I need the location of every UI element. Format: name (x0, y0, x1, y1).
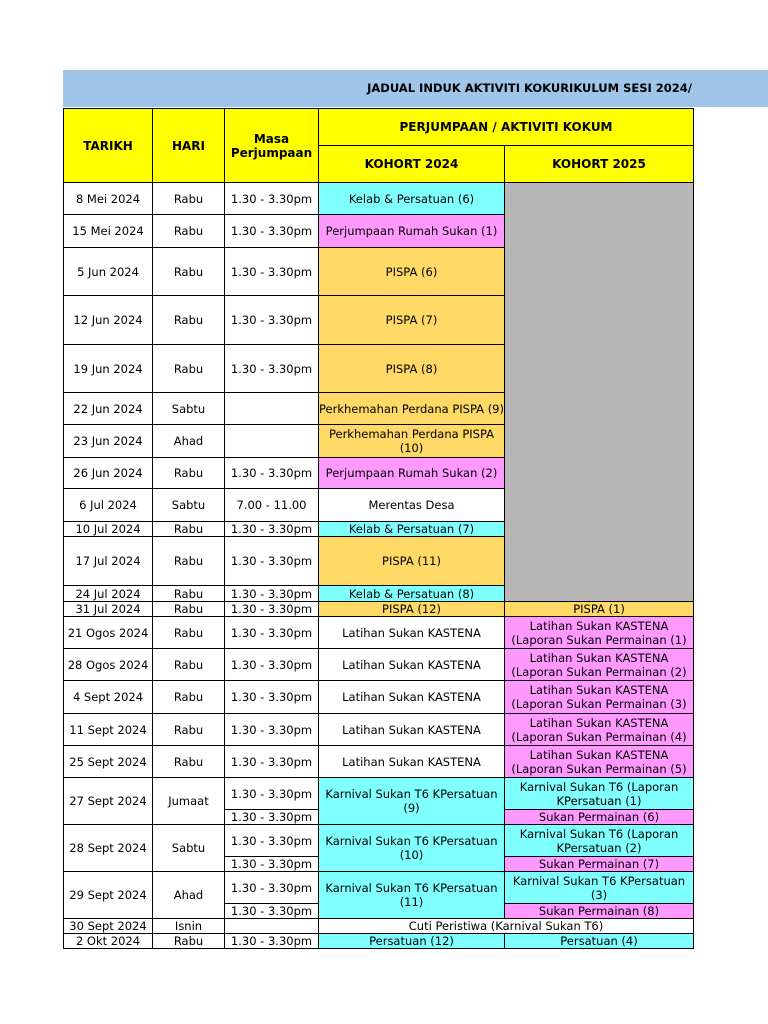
cell-tarikh: 27 Sept 2024 (64, 778, 153, 825)
cell-tarikh: 6 Jul 2024 (64, 489, 153, 522)
cell-hari: Rabu (153, 458, 225, 489)
cell-tarikh: 8 Mei 2024 (64, 183, 153, 215)
cell-hari: Ahad (153, 425, 225, 458)
cell-hari: Rabu (153, 183, 225, 215)
header-tarikh: TARIKH (64, 109, 153, 183)
cell-kohort-2025: Sukan Permainan (7) (505, 857, 694, 872)
cell-hari: Rabu (153, 746, 225, 778)
cell-merged-event: Cuti Peristiwa (Karnival Sukan T6) (319, 919, 694, 934)
cell-hari: Rabu (153, 537, 225, 586)
cell-tarikh: 11 Sept 2024 (64, 714, 153, 746)
cell-tarikh: 28 Ogos 2024 (64, 649, 153, 681)
cell-kohort-2025: Persatuan (4) (505, 934, 694, 949)
cell-kohort-2024: PISPA (12) (319, 602, 505, 617)
cell-masa: 1.30 - 3.30pm (225, 857, 319, 872)
cell-tarikh: 15 Mei 2024 (64, 215, 153, 248)
cell-tarikh: 5 Jun 2024 (64, 248, 153, 296)
cell-tarikh: 12 Jun 2024 (64, 296, 153, 345)
cell-hari: Ahad (153, 872, 225, 919)
cell-kohort-2024: Latihan Sukan KASTENA (319, 714, 505, 746)
cell-hari: Rabu (153, 248, 225, 296)
cell-kohort-2024: Persatuan (12) (319, 934, 505, 949)
table-row (64, 825, 694, 857)
cell-tarikh: 17 Jul 2024 (64, 537, 153, 586)
cell-tarikh: 19 Jun 2024 (64, 345, 153, 393)
table-row (64, 617, 694, 649)
cell-hari: Sabtu (153, 825, 225, 872)
cell-kohort-2025: Latihan Sukan KASTENA (Laporan Sukan Permainan (4) (505, 714, 694, 746)
cell-tarikh: 30 Sept 2024 (64, 919, 153, 934)
cell-tarikh: 10 Jul 2024 (64, 522, 153, 537)
cell-hari: Sabtu (153, 489, 225, 522)
cell-masa: 1.30 - 3.30pm (225, 586, 319, 602)
cell-tarikh: 31 Jul 2024 (64, 602, 153, 617)
cell-kohort-2024: Kelab & Persatuan (6) (319, 183, 505, 215)
cell-kohort-2024: PISPA (8) (319, 345, 505, 393)
cell-hari: Rabu (153, 296, 225, 345)
cell-masa: 1.30 - 3.30pm (225, 296, 319, 345)
cell-kohort-2024: Perjumpaan Rumah Sukan (2) (319, 458, 505, 489)
cell-kohort-2024: Kelab & Persatuan (8) (319, 586, 505, 602)
table-row (64, 714, 694, 746)
cell-masa (225, 425, 319, 458)
cell-kohort-2024: Latihan Sukan KASTENA (319, 649, 505, 681)
cell-kohort-2024: Perkhemahan Perdana PISPA (10) (319, 425, 505, 458)
cell-tarikh: 23 Jun 2024 (64, 425, 153, 458)
cell-tarikh: 2 Okt 2024 (64, 934, 153, 949)
cell-masa: 1.30 - 3.30pm (225, 872, 319, 904)
cell-hari: Jumaat (153, 778, 225, 825)
cell-kohort-2024: Perjumpaan Rumah Sukan (1) (319, 215, 505, 248)
table-row (64, 649, 694, 681)
cell-kohort-2024: Kelab & Persatuan (7) (319, 522, 505, 537)
table-row (64, 183, 694, 215)
cell-masa: 1.30 - 3.30pm (225, 602, 319, 617)
cell-hari: Rabu (153, 934, 225, 949)
cell-masa (225, 919, 319, 934)
table-row (64, 746, 694, 778)
header-masa: Masa Perjumpaan (225, 109, 319, 183)
cell-hari: Rabu (153, 602, 225, 617)
cell-masa: 1.30 - 3.30pm (225, 904, 319, 919)
cell-masa: 1.30 - 3.30pm (225, 714, 319, 746)
header-group: PERJUMPAAN / AKTIVITI KOKUM (319, 109, 694, 146)
cell-kohort-2025: Latihan Sukan KASTENA (Laporan Sukan Permainan (1) (505, 617, 694, 649)
cell-kohort-2024: PISPA (7) (319, 296, 505, 345)
cell-masa: 1.30 - 3.30pm (225, 345, 319, 393)
cell-kohort-2025: Karnival Sukan T6 (Laporan KPersatuan (1) (505, 778, 694, 810)
cell-kohort-2025: Latihan Sukan KASTENA (Laporan Sukan Permainan (3) (505, 681, 694, 714)
cell-kohort-2025: Karnival Sukan T6 KPersatuan (3) (505, 872, 694, 904)
cell-masa: 1.30 - 3.30pm (225, 248, 319, 296)
cell-hari: Rabu (153, 714, 225, 746)
cell-masa: 1.30 - 3.30pm (225, 746, 319, 778)
cell-kohort-2024: PISPA (6) (319, 248, 505, 296)
cell-tarikh: 4 Sept 2024 (64, 681, 153, 714)
cell-kohort-2024: Perkhemahan Perdana PISPA (9) (319, 393, 505, 425)
cell-kohort-2024: Karnival Sukan T6 KPersatuan (9) (319, 778, 505, 825)
cell-masa: 1.30 - 3.30pm (225, 810, 319, 825)
cell-masa: 1.30 - 3.30pm (225, 681, 319, 714)
header-kohort-2025: KOHORT 2025 (505, 146, 694, 183)
cell-hari: Rabu (153, 617, 225, 649)
cell-hari: Rabu (153, 649, 225, 681)
cell-hari: Rabu (153, 345, 225, 393)
cell-masa: 7.00 - 11.00 (225, 489, 319, 522)
table-row (64, 872, 694, 904)
cell-tarikh: 29 Sept 2024 (64, 872, 153, 919)
cell-kohort-2025: PISPA (1) (505, 602, 694, 617)
cell-hari: Rabu (153, 681, 225, 714)
cell-kohort-2024: Merentas Desa (319, 489, 505, 522)
cell-kohort-2024: Latihan Sukan KASTENA (319, 681, 505, 714)
cell-tarikh: 21 Ogos 2024 (64, 617, 153, 649)
cell-masa: 1.30 - 3.30pm (225, 522, 319, 537)
cell-masa: 1.30 - 3.30pm (225, 617, 319, 649)
table-row (64, 934, 694, 949)
cell-kohort-2024: Latihan Sukan KASTENA (319, 746, 505, 778)
cell-kohort-2024: Karnival Sukan T6 KPersatuan (10) (319, 825, 505, 872)
cell-masa: 1.30 - 3.30pm (225, 537, 319, 586)
cell-masa: 1.30 - 3.30pm (225, 458, 319, 489)
cell-kohort-2025: Latihan Sukan KASTENA (Laporan Sukan Permainan (2) (505, 649, 694, 681)
cell-kohort-2025: Latihan Sukan KASTENA (Laporan Sukan Permainan (5) (505, 746, 694, 778)
cell-kohort-2025: Sukan Permainan (8) (505, 904, 694, 919)
table-row (64, 681, 694, 714)
cell-tarikh: 22 Jun 2024 (64, 393, 153, 425)
cell-kohort-2024: PISPA (11) (319, 537, 505, 586)
cell-kohort-2025: Karnival Sukan T6 (Laporan KPersatuan (2) (505, 825, 694, 857)
cell-tarikh: 25 Sept 2024 (64, 746, 153, 778)
cell-masa: 1.30 - 3.30pm (225, 825, 319, 857)
cell-kohort-2024: Latihan Sukan KASTENA (319, 617, 505, 649)
cell-kohort-2025-unavailable (505, 183, 694, 602)
cell-tarikh: 28 Sept 2024 (64, 825, 153, 872)
cell-hari: Rabu (153, 586, 225, 602)
table-row (64, 778, 694, 810)
table-row (64, 602, 694, 617)
header-kohort-2024: KOHORT 2024 (319, 146, 505, 183)
cell-masa: 1.30 - 3.30pm (225, 183, 319, 215)
cell-kohort-2025: Sukan Permainan (6) (505, 810, 694, 825)
cell-hari: Rabu (153, 522, 225, 537)
cell-hari: Rabu (153, 215, 225, 248)
table-row (64, 919, 694, 934)
cell-masa: 1.30 - 3.30pm (225, 215, 319, 248)
title-banner (63, 70, 768, 107)
cell-tarikh: 26 Jun 2024 (64, 458, 153, 489)
cell-masa (225, 393, 319, 425)
cell-masa: 1.30 - 3.30pm (225, 649, 319, 681)
cell-hari: Isnin (153, 919, 225, 934)
cell-kohort-2024: Karnival Sukan T6 KPersatuan (11) (319, 872, 505, 919)
cell-tarikh: 24 Jul 2024 (64, 586, 153, 602)
cell-masa: 1.30 - 3.30pm (225, 778, 319, 810)
cell-masa: 1.30 - 3.30pm (225, 934, 319, 949)
header-hari: HARI (153, 109, 225, 183)
cell-hari: Sabtu (153, 393, 225, 425)
page-title: JADUAL INDUK AKTIVITI KOKURIKULUM SESI 2024/ (367, 81, 692, 95)
schedule-table (63, 108, 694, 949)
